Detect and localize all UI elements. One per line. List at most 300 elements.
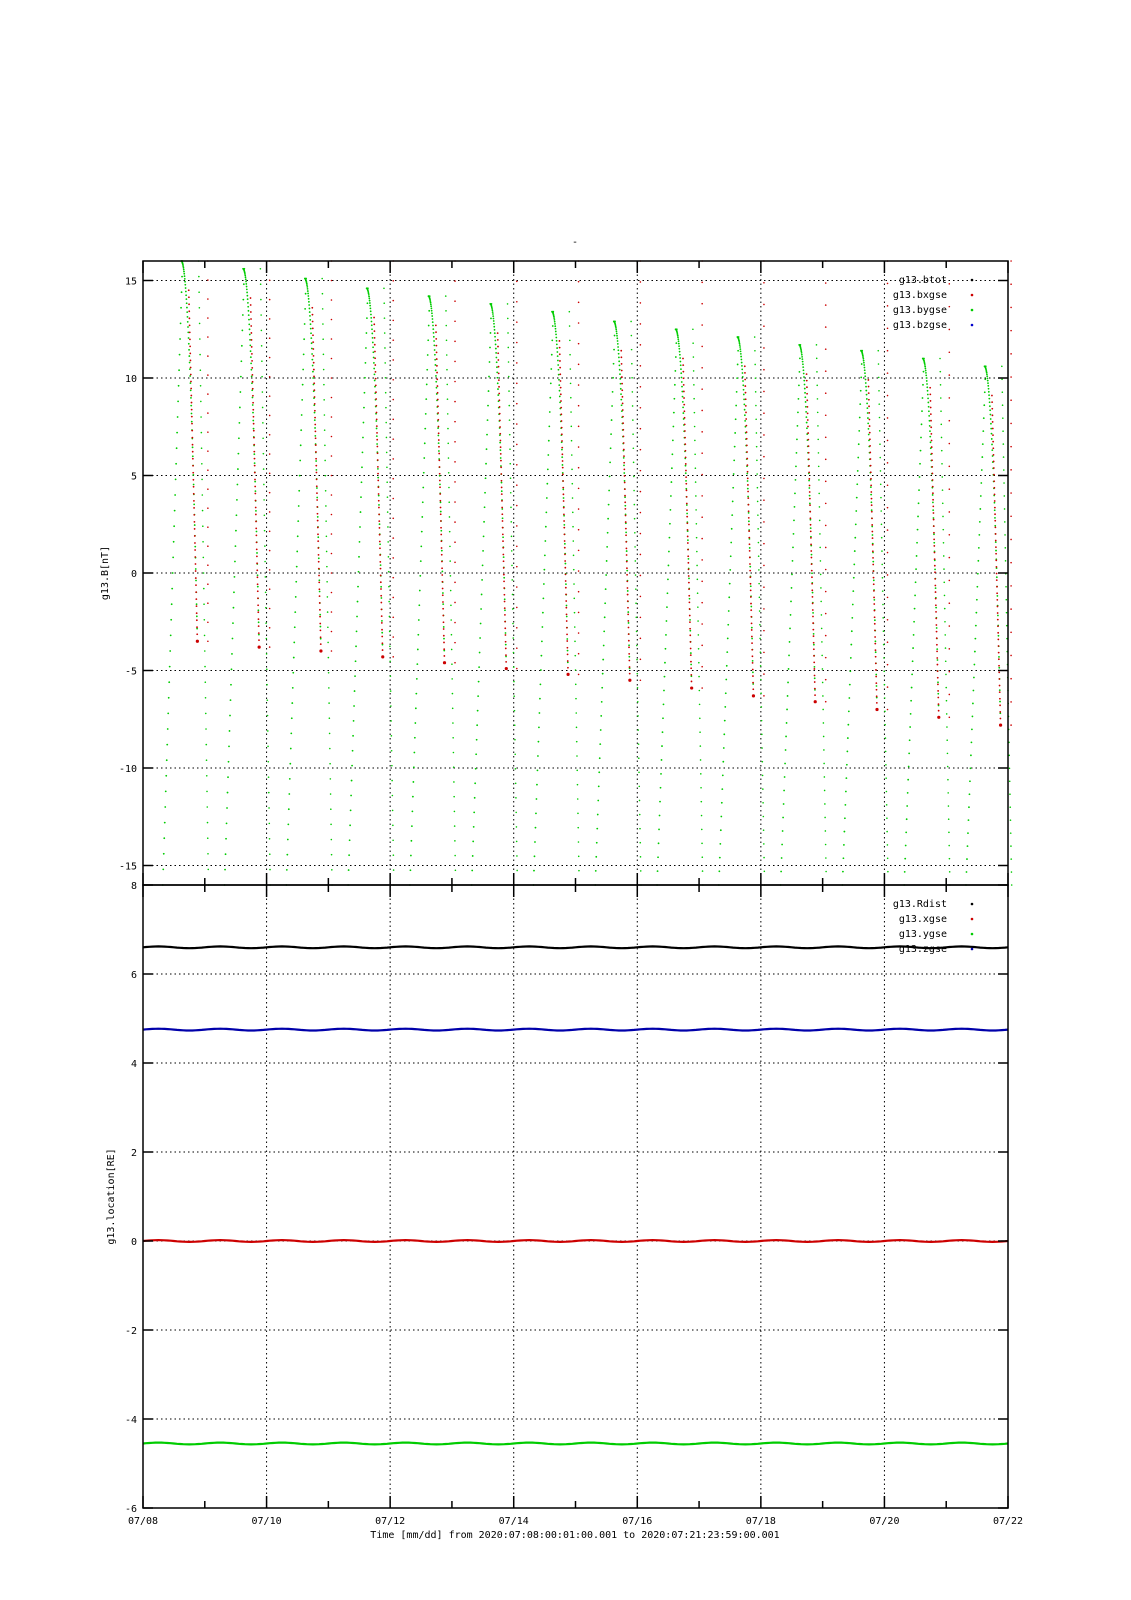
bygse-point xyxy=(638,757,640,759)
bygse-point xyxy=(554,325,556,327)
bxgse-point xyxy=(873,577,875,579)
bygse-point xyxy=(871,509,873,511)
bygse-point xyxy=(537,769,539,771)
bxgse-point xyxy=(874,636,876,638)
bxgse-point xyxy=(808,452,810,454)
bygse-point xyxy=(844,804,846,806)
bxgse-point xyxy=(578,405,580,407)
bygse-point xyxy=(544,554,546,556)
bygse-point xyxy=(823,722,825,724)
bxgse-point xyxy=(438,453,440,455)
bxgse-point xyxy=(443,648,445,650)
bygse-point xyxy=(349,839,351,841)
bxgse-minimum xyxy=(690,686,693,689)
bygse-point xyxy=(624,505,626,507)
bygse-point xyxy=(631,335,633,337)
bygse-point xyxy=(496,361,498,363)
bxgse-point xyxy=(254,479,256,481)
bygse-point xyxy=(514,739,516,741)
bygse-point xyxy=(615,325,617,327)
bxgse-point xyxy=(682,364,684,366)
bygse-point xyxy=(450,604,452,606)
bygse-point xyxy=(289,778,291,780)
bygse-point xyxy=(181,291,183,293)
bygse-point xyxy=(816,371,818,373)
bygse-point xyxy=(675,342,677,344)
bxgse-point xyxy=(564,560,566,562)
bygse-point xyxy=(312,365,314,367)
bygse-point xyxy=(987,385,989,387)
bygse-point xyxy=(730,555,732,557)
bygse-point xyxy=(631,349,633,351)
bxgse-point xyxy=(578,446,580,448)
bygse-point xyxy=(250,350,252,352)
bygse-point xyxy=(640,856,642,858)
bxgse-point xyxy=(254,458,256,460)
bygse-point xyxy=(994,509,996,511)
bxgse-point xyxy=(995,553,997,555)
bxgse-point xyxy=(747,477,749,479)
bygse-point xyxy=(365,362,367,364)
bygse-point xyxy=(571,454,573,456)
bygse-point xyxy=(501,490,503,492)
bygse-point xyxy=(734,432,736,434)
bxgse-point xyxy=(997,619,999,621)
bygse-point xyxy=(862,356,864,358)
bxgse-point xyxy=(436,372,438,374)
bxgse-point xyxy=(269,415,271,417)
bygse-point xyxy=(359,526,361,528)
bygse-point xyxy=(978,534,980,536)
bxgse-point xyxy=(1010,539,1012,541)
bygse-point xyxy=(884,684,886,686)
bygse-point xyxy=(307,288,309,290)
bygse-point xyxy=(373,362,375,364)
bygse-point xyxy=(288,793,290,795)
bygse-point xyxy=(611,419,613,421)
bygse-point xyxy=(166,744,168,746)
bygse-point xyxy=(741,365,743,367)
bxgse-point xyxy=(331,533,333,535)
bygse-point xyxy=(323,399,325,401)
bygse-point xyxy=(290,748,292,750)
bygse-point xyxy=(482,564,484,566)
bygse-point xyxy=(260,314,262,316)
bygse-point xyxy=(940,397,942,399)
bxgse-point xyxy=(751,629,753,631)
bygse-point xyxy=(451,663,453,665)
bygse-point xyxy=(237,484,239,486)
bxgse-point xyxy=(559,347,561,349)
bygse-point xyxy=(763,857,765,859)
bygse-point xyxy=(971,728,973,730)
bxgse-point xyxy=(454,441,456,443)
bygse-point xyxy=(387,526,389,528)
bxgse-point xyxy=(578,550,580,552)
bxgse-point xyxy=(810,550,812,552)
bxgse-point xyxy=(252,409,254,411)
bygse-point xyxy=(257,574,259,576)
bygse-point xyxy=(847,737,849,739)
bxgse-point xyxy=(516,525,518,527)
bygse-point xyxy=(388,556,390,558)
bxgse-point xyxy=(813,635,815,637)
bygse-point xyxy=(478,666,480,668)
x-tick-label: 07/12 xyxy=(375,1516,406,1527)
bxgse-point xyxy=(869,425,871,427)
bxgse-point xyxy=(376,418,378,420)
bxgse-point xyxy=(331,416,333,418)
bxgse-point xyxy=(312,327,314,329)
bygse-point xyxy=(816,385,818,387)
bxgse-point xyxy=(623,462,625,464)
bxgse-point xyxy=(996,579,998,581)
bygse-point xyxy=(609,461,611,463)
bygse-point xyxy=(699,704,701,706)
bygse-point xyxy=(421,531,423,533)
bygse-point xyxy=(624,496,626,498)
bxgse-point xyxy=(563,500,565,502)
bygse-point xyxy=(550,382,552,384)
bxgse-point xyxy=(938,710,940,712)
bygse-point xyxy=(633,476,635,478)
bygse-point xyxy=(819,520,821,522)
bygse-point xyxy=(496,366,498,368)
bygse-point xyxy=(637,687,639,689)
bxgse-point xyxy=(251,360,253,362)
bygse-point xyxy=(267,746,269,748)
bygse-point xyxy=(761,720,763,722)
bygse-point xyxy=(944,595,946,597)
bxgse-point xyxy=(194,549,196,551)
bygse-point xyxy=(995,550,997,552)
bxgse-point xyxy=(640,344,642,346)
bygse-point xyxy=(574,655,576,657)
bxgse-point xyxy=(380,595,382,597)
bygse-point xyxy=(307,295,309,297)
bxgse-point xyxy=(747,497,749,499)
bygse-point xyxy=(673,398,675,400)
bxgse-point xyxy=(454,401,456,403)
bygse-point xyxy=(317,536,319,538)
bygse-point xyxy=(689,619,691,621)
bygse-point xyxy=(264,514,266,516)
bygse-point xyxy=(812,592,814,594)
bygse-point xyxy=(257,609,259,611)
bxgse-point xyxy=(454,662,456,664)
bxgse-point xyxy=(500,466,502,468)
bygse-point xyxy=(758,583,760,585)
bygse-point xyxy=(207,869,209,871)
bygse-point xyxy=(805,406,807,408)
bygse-point xyxy=(165,775,167,777)
bxgse-point xyxy=(381,629,383,631)
bygse-point xyxy=(293,657,295,659)
bygse-point xyxy=(634,532,636,534)
bxgse-point xyxy=(937,664,939,666)
bygse-point xyxy=(331,854,333,856)
legend-swatch xyxy=(971,918,974,921)
bxgse-point xyxy=(1000,718,1002,720)
bygse-point xyxy=(544,540,546,542)
bxgse-point xyxy=(195,591,197,593)
bxgse-point xyxy=(269,550,271,552)
bxgse-point xyxy=(825,525,827,527)
bxgse-point xyxy=(443,628,445,630)
bxgse-point xyxy=(813,648,815,650)
bygse-point xyxy=(635,574,637,576)
bygse-point xyxy=(492,315,494,317)
bxgse-point xyxy=(315,458,317,460)
bxgse-point xyxy=(331,475,333,477)
bygse-point xyxy=(381,620,383,622)
bxgse-point xyxy=(684,417,686,419)
bygse-point xyxy=(913,621,915,623)
bygse-point xyxy=(415,707,417,709)
bygse-point xyxy=(854,550,856,552)
bxgse-point xyxy=(701,324,703,326)
bygse-point xyxy=(352,750,354,752)
bygse-point xyxy=(263,468,265,470)
bxgse-point xyxy=(454,602,456,604)
bygse-point xyxy=(505,632,507,634)
bxgse-point xyxy=(257,590,259,592)
bygse-point xyxy=(873,599,875,601)
bxgse-point xyxy=(868,399,870,401)
bygse-point xyxy=(724,706,726,708)
bygse-point xyxy=(436,387,438,389)
bxgse-point xyxy=(813,655,815,657)
bxgse-point xyxy=(998,665,1000,667)
bygse-point xyxy=(624,480,626,482)
bygse-point xyxy=(330,808,332,810)
bxgse-point xyxy=(624,482,626,484)
bygse-point xyxy=(328,672,330,674)
bxgse-point xyxy=(437,385,439,387)
bygse-point xyxy=(351,765,353,767)
bxgse-point xyxy=(193,500,195,502)
bygse-point xyxy=(803,376,805,378)
bxgse-point xyxy=(873,583,875,585)
bxgse-point xyxy=(814,694,816,696)
bxgse-point xyxy=(255,521,257,523)
bxgse-point xyxy=(257,597,259,599)
bygse-point xyxy=(239,407,241,409)
bygse-point xyxy=(988,388,990,390)
bygse-point xyxy=(297,520,299,522)
bygse-point xyxy=(187,316,189,318)
bygse-point xyxy=(689,598,691,600)
bxgse-point xyxy=(998,678,1000,680)
bygse-point xyxy=(439,483,441,485)
bxgse-point xyxy=(253,430,255,432)
bxgse-point xyxy=(377,466,379,468)
bygse-point xyxy=(372,351,374,353)
bygse-point xyxy=(942,489,944,491)
bxgse-point xyxy=(189,338,191,340)
bygse-point xyxy=(307,293,309,295)
bxgse-point xyxy=(763,434,765,436)
bygse-point xyxy=(864,369,866,371)
bygse-point xyxy=(185,294,187,296)
bygse-point xyxy=(327,642,329,644)
bygse-point xyxy=(454,825,456,827)
bygse-point xyxy=(821,641,823,643)
bygse-point xyxy=(614,335,616,337)
bygse-point xyxy=(720,829,722,831)
bxgse-point xyxy=(312,348,314,350)
bygse-point xyxy=(206,806,208,808)
bxgse-point xyxy=(499,426,501,428)
bxgse-point xyxy=(689,634,691,636)
bygse-point xyxy=(925,370,927,372)
bygse-point xyxy=(980,482,982,484)
bygse-point xyxy=(860,377,862,379)
bygse-point xyxy=(973,690,975,692)
bxgse-point xyxy=(253,451,255,453)
bygse-point xyxy=(247,302,249,304)
bxgse-point xyxy=(317,527,319,529)
bygse-point xyxy=(377,468,379,470)
bygse-point xyxy=(388,571,390,573)
bygse-point xyxy=(489,347,491,349)
bxgse-point xyxy=(935,618,937,620)
bygse-point xyxy=(451,634,453,636)
bygse-point xyxy=(886,791,888,793)
bxgse-point xyxy=(392,557,394,559)
bxgse-point xyxy=(505,641,507,643)
bygse-point xyxy=(885,737,887,739)
bxgse-point xyxy=(684,430,686,432)
bygse-point xyxy=(261,345,263,347)
bygse-point xyxy=(611,405,613,407)
bxgse-point xyxy=(701,431,703,433)
bygse-point xyxy=(204,666,206,668)
bxgse-point xyxy=(439,480,441,482)
bygse-point xyxy=(252,420,254,422)
bygse-point xyxy=(946,713,948,715)
bygse-point xyxy=(602,673,604,675)
bygse-point xyxy=(969,793,971,795)
bxgse-point xyxy=(687,562,689,564)
bxgse-point xyxy=(807,406,809,408)
bygse-point xyxy=(575,712,577,714)
bygse-point xyxy=(1009,793,1011,795)
bygse-point xyxy=(190,389,192,391)
bygse-point xyxy=(193,503,195,505)
bygse-point xyxy=(227,792,229,794)
bxgse-minimum xyxy=(505,667,508,670)
bxgse-point xyxy=(684,443,686,445)
bxgse-point xyxy=(320,630,322,632)
bxgse-point xyxy=(207,355,209,357)
bygse-point xyxy=(247,298,249,300)
bygse-point xyxy=(207,853,209,855)
bygse-point xyxy=(748,512,750,514)
bygse-point xyxy=(534,855,536,857)
bygse-point xyxy=(879,430,881,432)
bygse-point xyxy=(673,412,675,414)
bygse-point xyxy=(164,822,166,824)
bxgse-point xyxy=(498,366,500,368)
bxgse-point xyxy=(318,588,320,590)
bygse-point xyxy=(265,622,267,624)
bygse-point xyxy=(937,681,939,683)
bygse-point xyxy=(312,377,314,379)
bygse-point xyxy=(796,438,798,440)
bxgse-point xyxy=(872,544,874,546)
bxgse-point xyxy=(808,445,810,447)
bxgse-point xyxy=(623,435,625,437)
bxgse-point xyxy=(763,565,765,567)
bygse-point xyxy=(672,426,674,428)
bxgse-point xyxy=(501,493,503,495)
bygse-point xyxy=(447,428,449,430)
bxgse-point xyxy=(454,501,456,503)
bygse-point xyxy=(932,509,934,511)
bxgse-point xyxy=(501,513,503,515)
bxgse-point xyxy=(313,389,315,391)
bygse-point xyxy=(865,390,867,392)
bygse-point xyxy=(412,781,414,783)
bygse-point xyxy=(638,771,640,773)
bxgse-point xyxy=(949,283,951,285)
bygse-point xyxy=(474,782,476,784)
bygse-point xyxy=(195,568,197,570)
bygse-point xyxy=(555,328,557,330)
bygse-point xyxy=(923,371,925,373)
bygse-point xyxy=(416,663,418,665)
bxgse-point xyxy=(994,507,996,509)
bygse-point xyxy=(365,347,367,349)
bygse-point xyxy=(570,383,572,385)
bygse-point xyxy=(480,608,482,610)
bxgse-point xyxy=(559,367,561,369)
bygse-point xyxy=(618,357,620,359)
bxgse-point xyxy=(998,671,1000,673)
bygse-point xyxy=(749,547,751,549)
bygse-point xyxy=(302,384,304,386)
bygse-point xyxy=(843,857,845,859)
bygse-point xyxy=(991,433,993,435)
bygse-point xyxy=(368,294,370,296)
bygse-point xyxy=(793,533,795,535)
bxgse-minimum xyxy=(628,679,631,682)
legend-swatch xyxy=(971,309,974,312)
bygse-point xyxy=(225,853,227,855)
bxgse-point xyxy=(374,351,376,353)
bygse-point xyxy=(1006,612,1008,614)
bxgse-point xyxy=(748,517,750,519)
bygse-point xyxy=(726,665,728,667)
bxgse-point xyxy=(814,681,816,683)
bygse-point xyxy=(850,657,852,659)
bygse-point xyxy=(432,328,434,330)
bygse-point xyxy=(788,668,790,670)
bxgse-point xyxy=(269,511,271,513)
bygse-point xyxy=(314,427,316,429)
bygse-point xyxy=(353,705,355,707)
bygse-point xyxy=(454,840,456,842)
bygse-point xyxy=(298,505,300,507)
bygse-point xyxy=(237,453,239,455)
bxgse-point xyxy=(315,430,317,432)
bygse-point xyxy=(187,321,189,323)
bygse-point xyxy=(757,528,759,530)
bygse-point xyxy=(782,830,784,832)
bxgse-point xyxy=(207,298,209,300)
bxgse-point xyxy=(763,456,765,458)
